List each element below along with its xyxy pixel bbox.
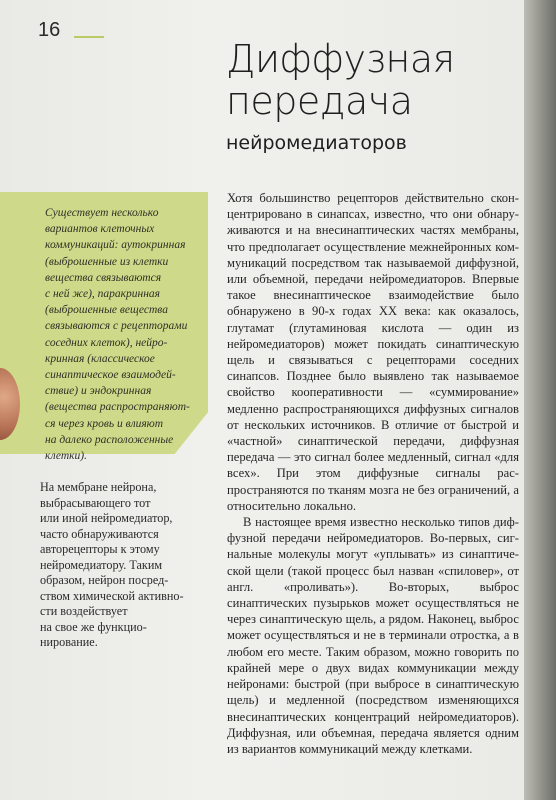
body-paragraph-1: Хотя большинство рецепторов действительно сконцентрировано в синапсах, известно, что они обнаруживаются и на внесинаптических частях мембраны, что предполагает осуществление межнейронных коммуникаций посредством так называемой диффузной, или объемной, передачи нейромедиаторов. Впервые такое внесинаптическое взаимодействие было обнаружено в 90-х годах XX века: как оказалось, глутамат (глутаминовая кислота — один из нейромедиаторов) может покидать синаптическую щель и связываться с рецепторами соседних синапсов. Позднее было выявлено так называемое свойство кооперативности — «суммирование» медленно распространяющихся диффузных сигналов от нескольких источников. В отличие от быстрой и «частной» синаптической передачи, диффузная передача — это сигнал более медленный, сигнал «для всех». При этом диффузные сигналы распространяются по тканям мозга не без ограничений, а относительно локально. [227,191,519,513]
page-title [226,38,455,122]
page-number: 16 [38,19,61,41]
body-paragraph-2: В настоящее время известно несколько типов диффузной передачи нейромедиаторов. Во-первых, сигнальные молекулы могут «уплывать» из синаптической щели (такой процесс был назван «спиловер», от англ. «проливать»). Во-вторых, выброс синаптических пузырьков может осуществляться не через синаптическую щель, а рядом. Наконец, выброс может осуществляться и не в терминали отростка, а в любом его месте. Таким образом, можно говорить по крайней мере о двух видах коммуникации между нейронами: быстрой (при выбросе в синаптическую щель) и медленной (посредством изменяющихся внесинаптических концентраций нейромедиаторов). Диффузная, или объемная, передача является одним из вариантов коммуникаций между клетками. [227,515,519,756]
main-body-text [227,190,519,757]
green-sidebar-text: Существует несколько вариантов клеточных коммуникаций: аутокринная (выброшенные из клетки вещества связываются с ней же), паракринная (выброшенные вещества связываются с рецепторами соседних клеток), нейро- кринная (классическое синаптическое взаимодей- ствие) и эндокринная (вещества распространяют- ся через кровь и влияют на далеко расположенные клетки). [45,207,190,463]
title-line-1: Диффузная [226,37,455,81]
page-subtitle: нейромедиаторов [226,132,407,154]
page-number-rule [74,36,104,38]
title-line-2: передача [226,79,413,123]
side-note-text: На мембране нейрона, выбрасывающего тот или иной нейромедиатор, часто обнаруживаются авторецепторы к этому нейромедиатору. Таким образом, нейрон посред- ством химической активно- сти воздействует на свое же функцио- нирование. [40,480,184,649]
book-page-edge [524,0,556,800]
